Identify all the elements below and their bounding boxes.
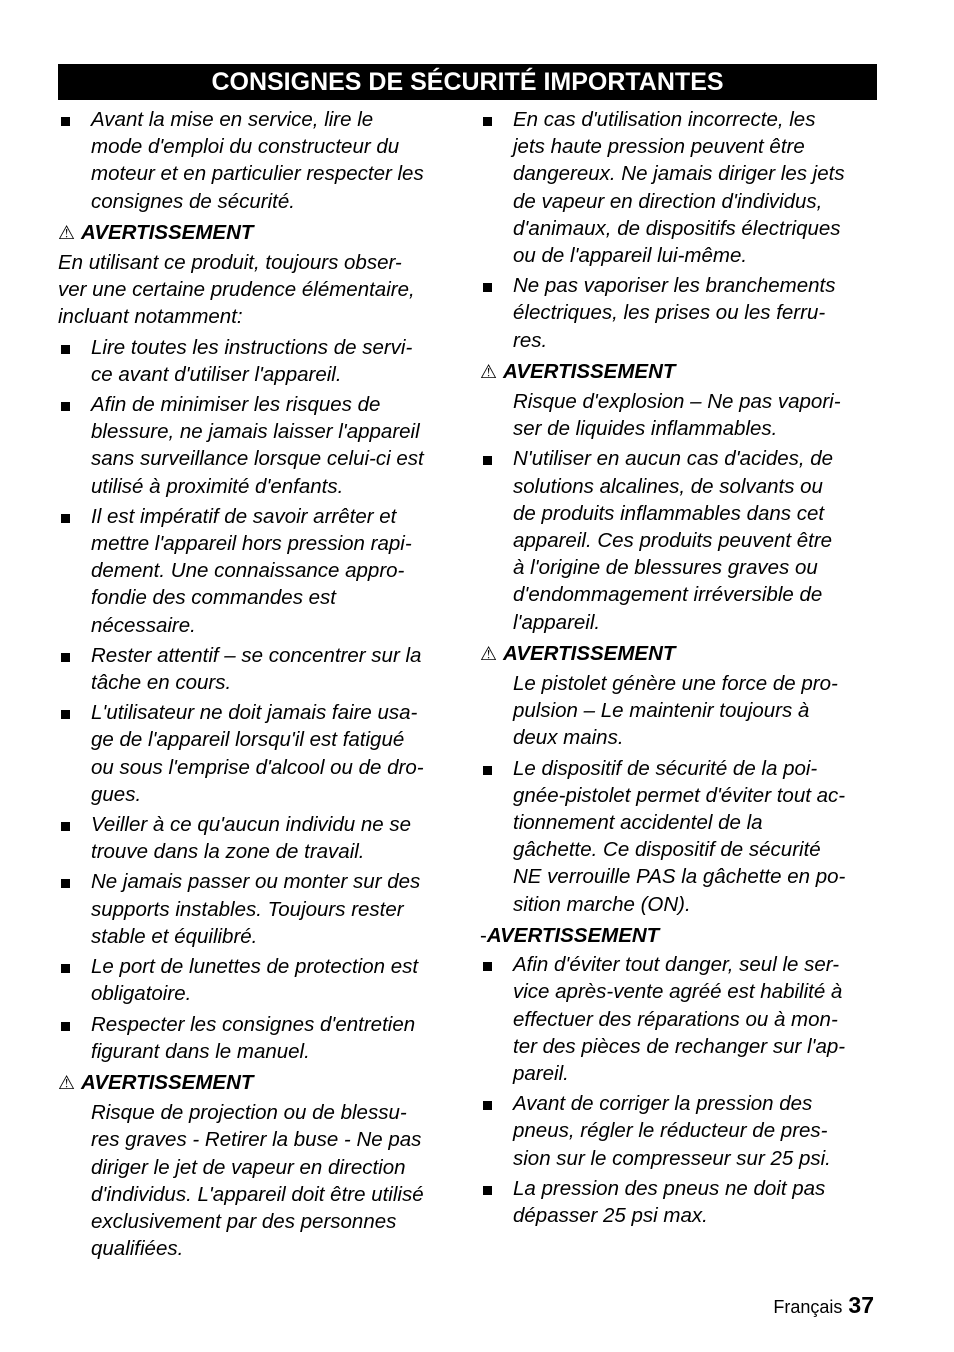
warning-text: Risque de projection ou de blessu- res graves - Retirer la buse - Ne pas diriger le jet de vapeur en direction d'individus. L'appareil doit être utilisé exclusivement par des personnes qualifiées. (91, 1101, 424, 1261)
list-item: L'utilisateur ne doit jamais faire usa- ge de l'appareil lorsqu'il est fatigué ou sous l'emprise d'alcool ou de dro- gues. (58, 699, 453, 808)
warning-heading: ⚠ AVERTISSEMENT (480, 359, 676, 383)
list-item: Veiller à ce qu'aucun individu ne se trouve dans la zone de travail. (58, 811, 453, 865)
warning-text: Le pistolet génère une force de pro- pulsion – Le maintenir toujours à deux mains. (513, 672, 838, 750)
warning-triangle-icon: ⚠ (480, 643, 498, 665)
footer-language: Français (773, 1297, 843, 1317)
page-number: 37 (848, 1292, 874, 1318)
warning-triangle-icon: ⚠ (58, 1072, 76, 1094)
page-footer (773, 1292, 874, 1319)
list-item: Ne pas vaporiser les branchements électriques, les prises ou les ferru- res. (480, 272, 875, 354)
list-item: Afin de minimiser les risques de blessure, ne jamais laisser l'appareil sans surveillance lorsque celui-ci est utilisé à proximité d'enfants. (58, 391, 453, 500)
list-item: N'utiliser en aucun cas d'acides, de solutions alcalines, de solvants ou de produits inflammables dans cet appareil. Ces produits peuvent être à l'origine de blessures graves ou d'endommagement irréversible de l'appareil. (480, 445, 875, 635)
list-item: Rester attentif – se concentrer sur la tâche en cours. (58, 642, 453, 696)
warning-triangle-icon: ⚠ (58, 222, 76, 244)
left-column (58, 106, 453, 1265)
warning-text: Risque d'explosion – Ne pas vapori- ser de liquides inflammables. (513, 390, 841, 441)
warning-heading: ⚠ AVERTISSEMENT (58, 1070, 254, 1094)
list-item: Il est impératif de savoir arrêter et mettre l'appareil hors pression rapi- dement. Une connaissance appro- fondie des commandes est nécessaire. (58, 503, 453, 639)
list-item: Avant la mise en service, lire le mode d'emploi du constructeur du moteur et en particulier respecter les consignes de sécurité. (58, 106, 453, 215)
list-item: La pression des pneus ne doit pas dépasser 25 psi max. (480, 1175, 875, 1229)
warning-heading: ⚠ AVERTISSEMENT (480, 641, 676, 665)
section-title: CONSIGNES DE SÉCURITÉ IMPORTANTES (58, 64, 877, 100)
warning-heading: ⚠ AVERTISSEMENT (58, 220, 254, 244)
intro-paragraph: En utilisant ce produit, toujours obser- ver une certaine prudence élémentaire, incluant notamment: (58, 251, 415, 329)
list-item: Avant de corriger la pression des pneus, régler le réducteur de pres- sion sur le compresseur sur 25 psi. (480, 1090, 875, 1172)
list-item: Respecter les consignes d'entretien figurant dans le manuel. (58, 1011, 453, 1065)
list-item: Le dispositif de sécurité de la poi- gnée-pistolet permet d'éviter tout ac- tionnement accidentel de la gâchette. Ce dispositif de sécurité NE verrouille PAS la gâchette en po- sition marche (ON). (480, 755, 875, 918)
warning-triangle-icon: ⚠ (480, 361, 498, 383)
list-item: Le port de lunettes de protection est obligatoire. (58, 953, 453, 1007)
list-item: Afin d'éviter tout danger, seul le ser- vice après-vente agréé est habilité à effectuer des réparations ou à mon- ter des pièces de rechanger sur l'ap- pareil. (480, 951, 875, 1087)
list-item: Lire toutes les instructions de servi- ce avant d'utiliser l'appareil. (58, 334, 453, 388)
right-column (480, 106, 875, 1232)
warning-heading: -AVERTISSEMENT (480, 923, 660, 947)
list-item: Ne jamais passer ou monter sur des supports instables. Toujours rester stable et équilibré. (58, 868, 453, 950)
list-item: En cas d'utilisation incorrecte, les jets haute pression peuvent être dangereux. Ne jamais diriger les jets de vapeur en direction d'individus, d'animaux, de dispositifs électriques ou de l'appareil lui-même. (480, 106, 875, 269)
